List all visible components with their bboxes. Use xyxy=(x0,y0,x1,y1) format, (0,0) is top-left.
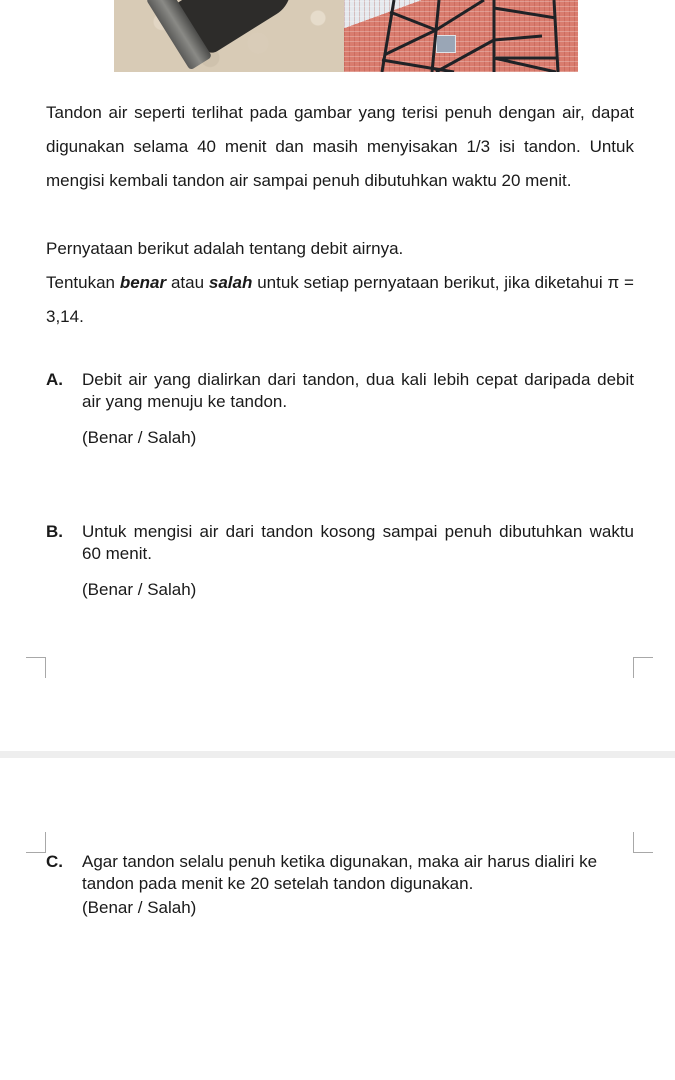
statement-marker: A. xyxy=(46,370,63,389)
crop-mark xyxy=(633,832,653,853)
benar-emphasis: benar xyxy=(119,273,167,292)
roof-and-tower-frame xyxy=(344,0,578,72)
crop-mark xyxy=(26,657,46,678)
statement-marker: B. xyxy=(46,522,63,541)
statement-b xyxy=(46,521,634,601)
answer-choice: (Benar / Salah) xyxy=(82,428,197,447)
stone-ground-texture xyxy=(114,0,354,72)
statement-c xyxy=(46,851,634,919)
statement-a xyxy=(46,369,634,449)
statement-text: Debit air yang dialirkan dari tandon, dua kali lebih cepat daripada debit air yang menuju ke tandon. xyxy=(82,370,634,411)
crop-mark xyxy=(26,832,46,853)
tower-frame-icon xyxy=(344,0,578,72)
salah-emphasis: salah xyxy=(208,273,253,292)
crop-mark xyxy=(633,657,653,678)
instruction-paragraph: Tentukan benar atau salah untuk setiap pernyataan berikut, jika diketahui π = 3,14. xyxy=(46,273,634,326)
statement-marker: C. xyxy=(46,852,63,871)
answer-choice: (Benar / Salah) xyxy=(82,580,197,599)
intro-paragraph: Tandon air seperti terlihat pada gambar yang terisi penuh dengan air, dapat digunakan selama 40 menit dan masih menyisakan 1/3 isi tandon. Untuk mengisi kembali tandon air sampai penuh dibutuhkan waktu 20 menit. xyxy=(46,103,634,190)
answer-choice: (Benar / Salah) xyxy=(82,898,197,917)
statement-text: Agar tandon selalu penuh ketika digunakan, maka air harus dialiri ke tandon pada menit ke 20 setelah tandon digunakan. xyxy=(82,852,598,893)
statement-text: Untuk mengisi air dari tandon kosong sampai penuh dibutuhkan waktu 60 menit. xyxy=(82,522,634,563)
water-tank-image xyxy=(114,0,578,72)
statement-context: Pernyataan berikut adalah tentang debit airnya. xyxy=(46,239,404,258)
page-separator xyxy=(0,751,675,758)
